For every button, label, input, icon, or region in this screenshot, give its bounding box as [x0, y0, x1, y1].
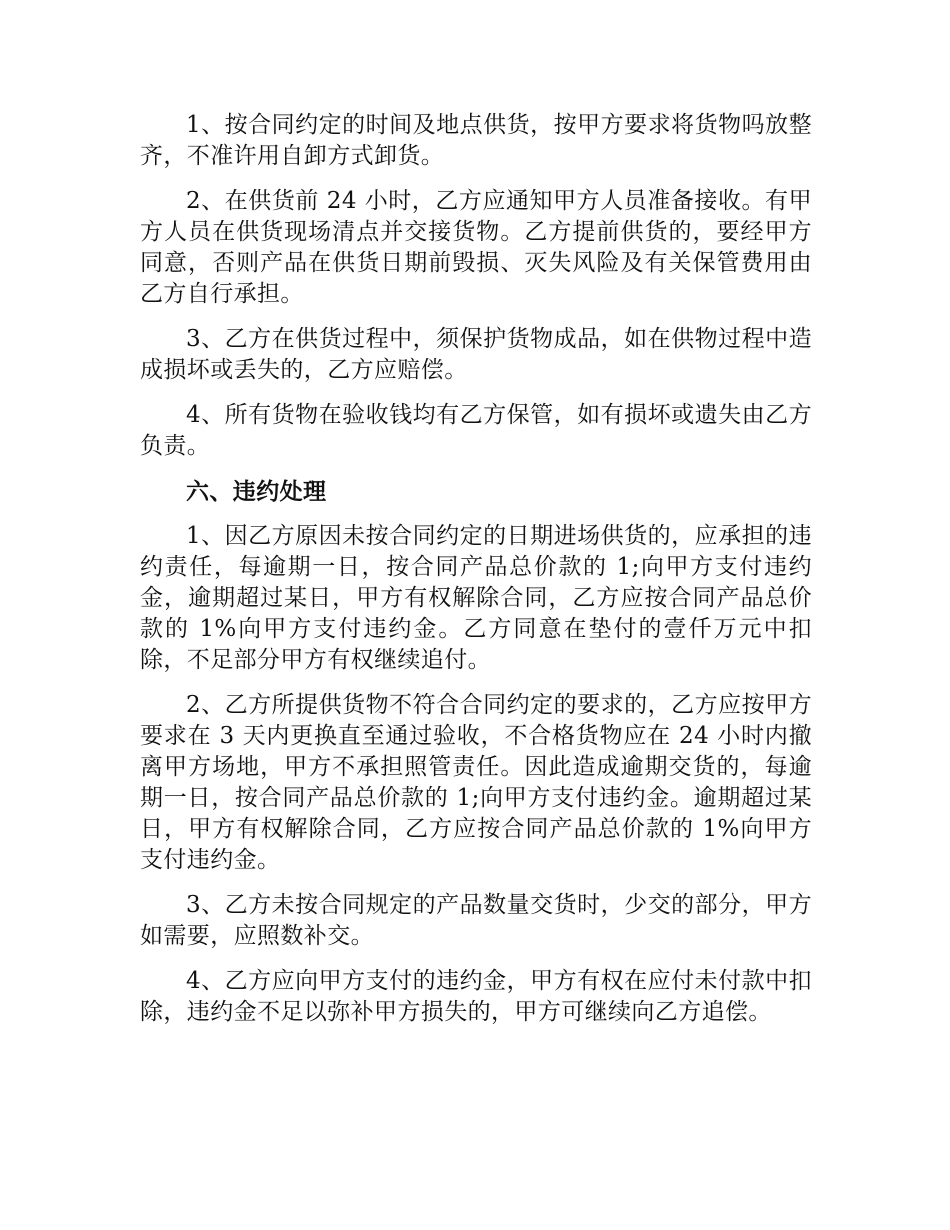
delivery-clause-3: 3、乙方在供货过程中，须保护货物成品，如在供物过程中造成损坏或丢失的，乙方应赔偿。 [140, 326, 812, 383]
delivery-clause-2: 2、在供货前 24 小时，乙方应通知甲方人员准备接收。有甲方人员在供货现场清点并交接货物。乙方提前供货的，要经甲方同意，否则产品在供货日期前毁损、灭失风险及有关保管费用由乙方自行承担。 [140, 188, 812, 307]
breach-section-heading: 六、违约处理 [186, 478, 327, 505]
breach-clause-1: 1、因乙方原因未按合同约定的日期进场供货的，应承担的违约责任，每逾期一日，按合同产品总价款的 1;向甲方支付违约金，逾期超过某日，甲方有权解除合同，乙方应按合同产品总价款的 1%向甲方支付违约金。乙方同意在垫付的壹仟万元中扣除，不足部分甲方有权继续追付。 [140, 523, 812, 673]
delivery-clause-1: 1、按合同约定的时间及地点供货，按甲方要求将货物吗放整齐，不准许用自卸方式卸货。 [140, 112, 812, 169]
breach-clause-3: 3、乙方未按合同规定的产品数量交货时，少交的部分，甲方如需要，应照数补交。 [140, 892, 812, 949]
delivery-clause-4: 4、所有货物在验收钱均有乙方保管，如有损坏或遗失由乙方负责。 [140, 402, 812, 459]
document-page [140, 110, 812, 1042]
breach-clause-2: 2、乙方所提供货物不符合合同约定的要求的，乙方应按甲方要求在 3 天内更换直至通过验收，不合格货物应在 24 小时内撤离甲方场地，甲方不承担照管责任。因此造成逾期交货的，每逾期一日，按合同产品总价款的 1;向甲方支付违约金。逾期超过某日，甲方有权解除合同，乙方应按合同产品总价款的 1%向甲方支付违约金。 [140, 692, 812, 873]
breach-clause-4: 4、乙方应向甲方支付的违约金，甲方有权在应付未付款中扣除，违约金不足以弥补甲方损失的，甲方可继续向乙方追偿。 [140, 968, 812, 1025]
